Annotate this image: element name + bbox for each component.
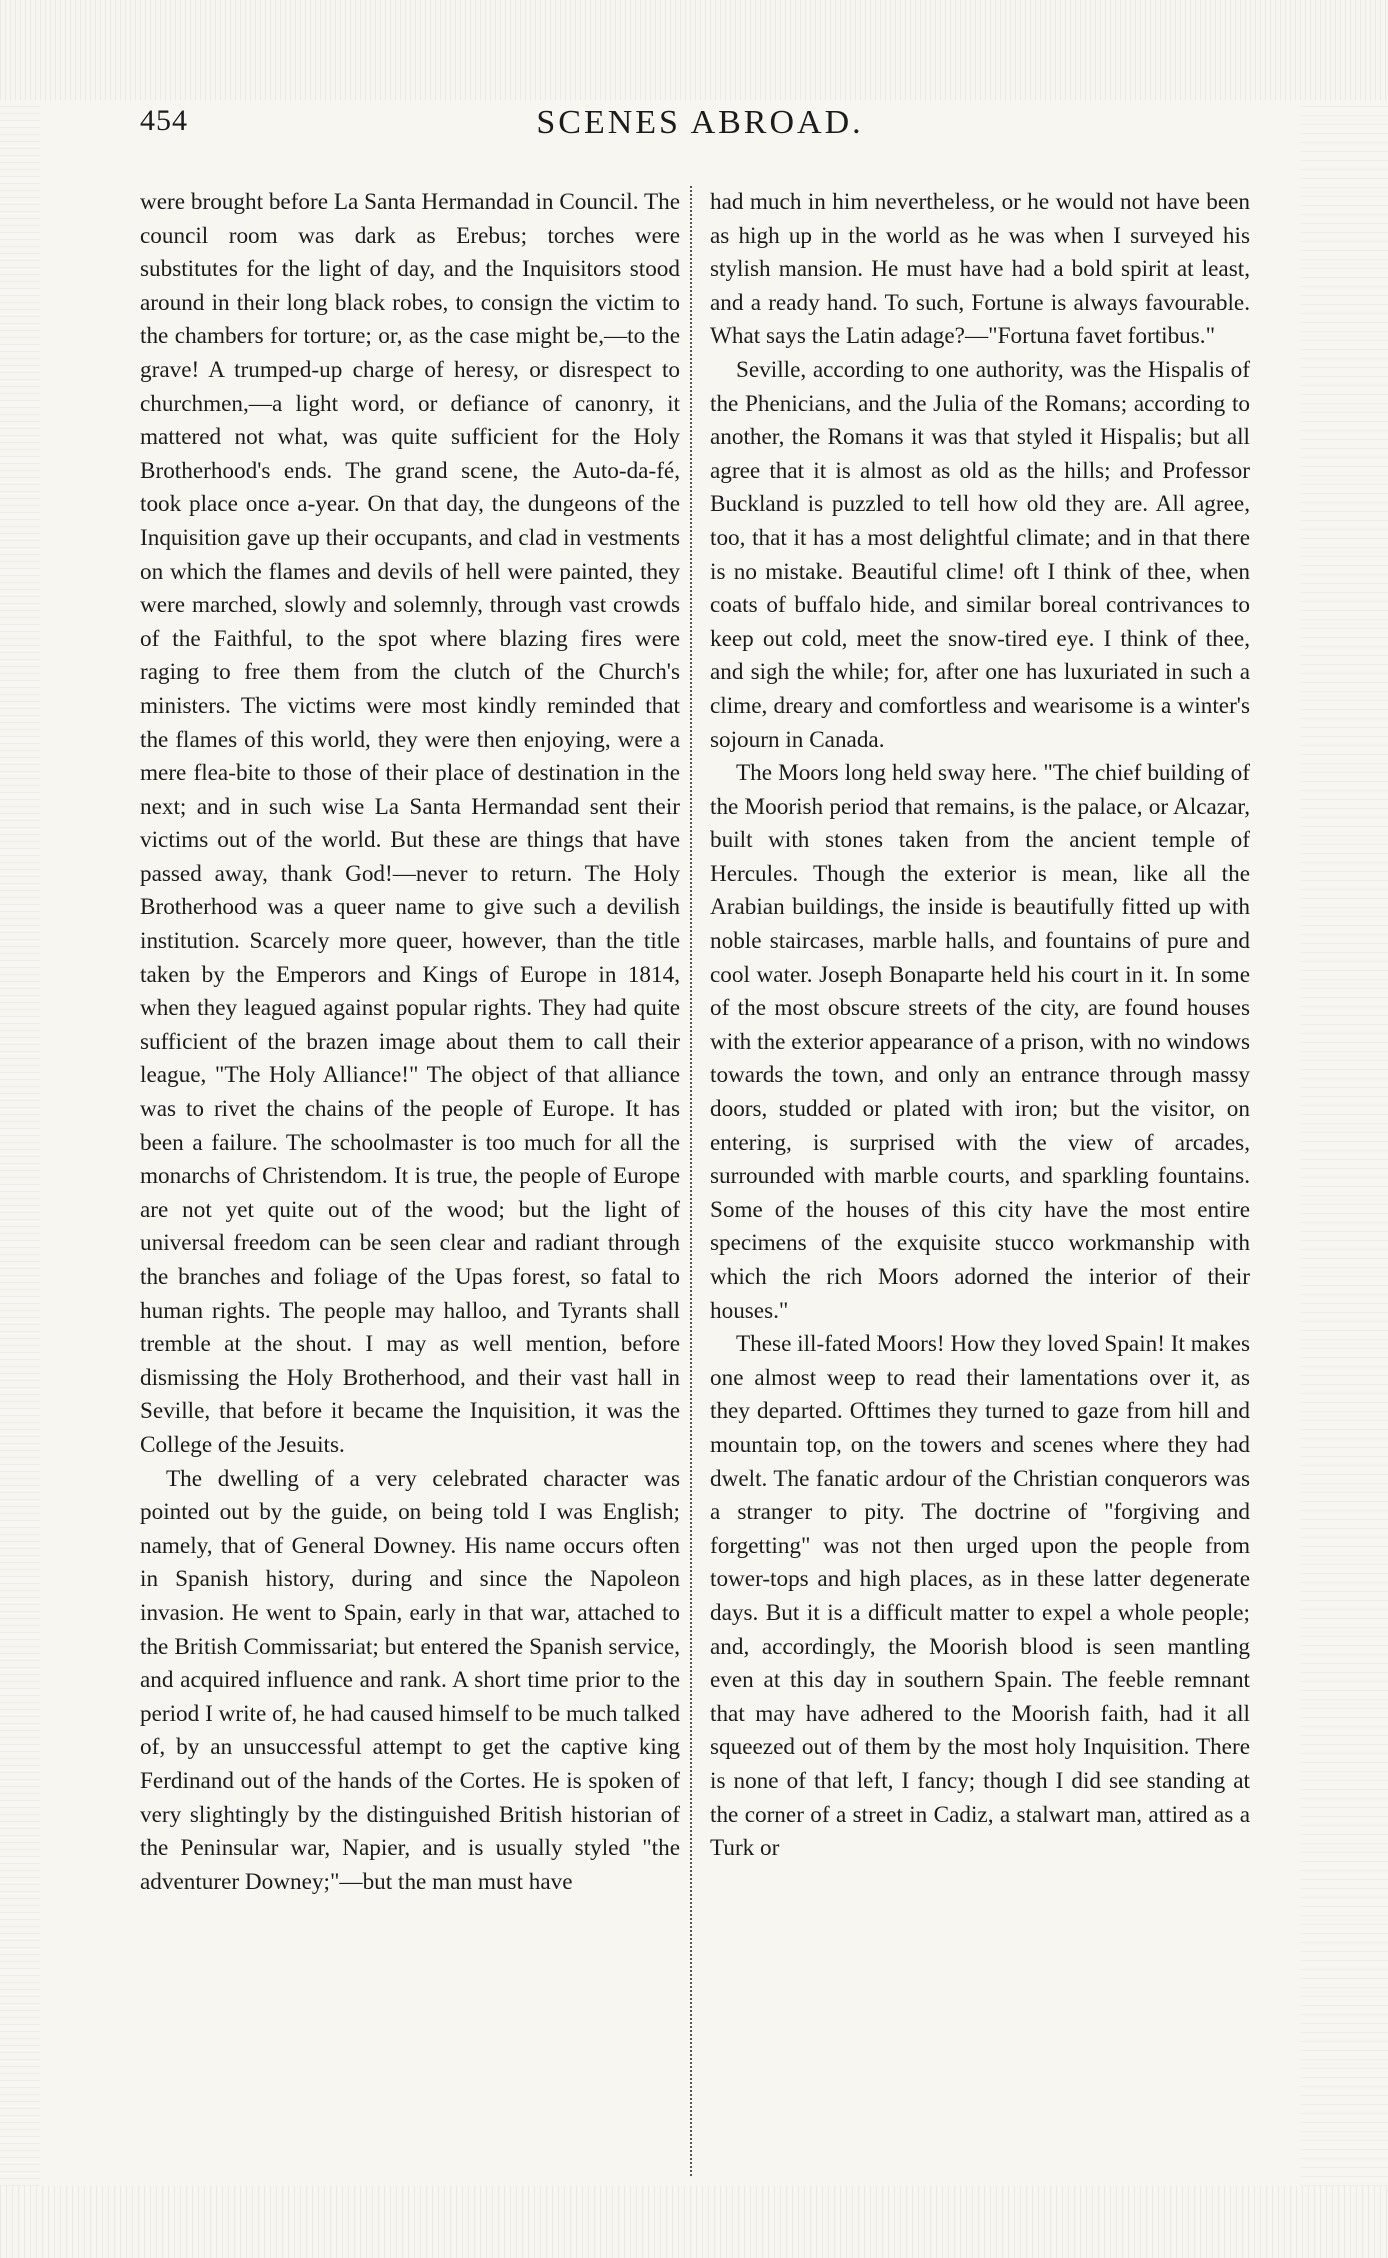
right-column <box>710 186 1250 2176</box>
scan-noise-left <box>0 100 40 2186</box>
scan-noise-top <box>0 0 1388 100</box>
scan-noise-bottom <box>0 2186 1388 2258</box>
paragraph: had much in him nevertheless, or he would not have been as high up in the world as he was when I surveyed his stylish mansion. He must have had a bold spirit at least, and a ready hand. To such, Fortune is always favourable. What says the Latin adage?—"Fortuna favet fortibus." <box>710 189 1250 350</box>
paragraph: Seville, according to one authority, was the Hispalis of the Phenicians, and the Julia of the Romans; according to another, the Romans it was that styled it Hispalis; but all agree that it is almost as old as the hills; and Professor Buckland is puzzled to tell how old they are. All agree, too, that it has a most delightful climate; and in that there is no mistake. Beautiful clime! oft I think of thee, when coats of buffalo hide, and similar boreal contrivances to keep out cold, meet the snow-tired eye. I think of thee, and sigh the while; for, after one has luxuriated in such a clime, dreary and comfortless and wearisome is a winter's sojourn in Canada. <box>710 356 1250 753</box>
column-divider <box>690 186 692 2176</box>
page-number: 454 <box>140 104 188 137</box>
paragraph: These ill-fated Moors! How they loved Spain! It makes one almost weep to read their lamentations over it, as they departed. Ofttimes they turned to gaze from hill and mountain top, on the towers and scenes where they had dwelt. The fanatic ardour of the Christian conquerors was a stranger to pity. The doctrine of "forgiving and forgetting" was not then urged upon the people from tower-tops and high places, as in these latter degenerate days. But it is a difficult matter to expel a whole people; and, accordingly, the Moorish blood is seen mantling even at this day in southern Spain. The feeble remnant that may have adhered to the Moorish faith, had it all squeezed out of them by the most holy Inquisition. There is none of that left, I fancy; though I did see standing at the corner of a street in Cadiz, a stalwart man, attired as a Turk or <box>710 1331 1250 1862</box>
page-header <box>140 104 1260 152</box>
left-column <box>140 186 680 2176</box>
scan-noise-right <box>1300 100 1388 2186</box>
running-title: SCENES ABROAD. <box>536 104 864 141</box>
paragraph: The Moors long held sway here. "The chief building of the Moorish period that remains, is the palace, or Alcazar, built with stones taken from the ancient temple of Hercules. Though the exterior is mean, like all the Arabian buildings, the inside is beautifully fitted up with noble staircases, marble halls, and fountains of pure and cool water. Joseph Bonaparte held his court in it. In some of the most obscure streets of the city, are found houses with the exterior appearance of a prison, with no windows towards the town, and only an entrance through massy doors, studded or plated with iron; but the visitor, on entering, is surprised with the view of arcades, surrounded with marble courts, and sparkling fountains. Some of the houses of this city have the most entire specimens of the exquisite stucco workmanship with which the rich Moors adorned the interior of their houses." <box>710 760 1250 1324</box>
paragraph: were brought before La Santa Hermandad in Council. The council room was dark as Erebus; torches were substitutes for the light of day, and the Inquisitors stood around in their long black robes, to consign the victim to the chambers for torture; or, as the case might be,—to the grave! A trumped-up charge of heresy, or disrespect to churchmen,—a light word, or defiance of canonry, it mattered not what, was quite sufficient for the Holy Brotherhood's ends. The grand scene, the Auto-da-fé, took place once a-year. On that day, the dungeons of the Inquisition gave up their occupants, and clad in vestments on which the flames and devils of hell were painted, they were marched, slowly and solemnly, through vast crowds of the Faithful, to the spot where blazing fires were raging to free them from the clutch of the Church's ministers. The victims were most kindly reminded that the flames of this world, they were then enjoying, were a mere flea-bite to those of their place of destination in the next; and in such wise La Santa Hermandad sent their victims out of the world. But these are things that have passed away, thank God!—never to return. The Holy Brotherhood was a queer name to give such a devilish institution. Scarcely more queer, however, than the title taken by the Emperors and Kings of Europe in 1814, when they leagued against popular rights. They had quite sufficient of the brazen image about them to call their league, "The Holy Alliance!" The object of that alliance was to rivet the chains of the people of Europe. It has been a failure. The schoolmaster is too much for all the monarchs of Christendom. It is true, the people of Europe are not yet quite out of the wood; but the light of universal freedom can be seen clear and radiant through the branches and foliage of the Upas forest, so fatal to human rights. The people may halloo, and Tyrants shall tremble at the shout. I may as well mention, before dismissing the Holy Brotherhood, and their vast hall in Seville, that before it became the Inquisition, it was the College of the Jesuits. <box>140 189 680 1458</box>
paragraph: The dwelling of a very celebrated character was pointed out by the guide, on being told I was English; namely, that of General Downey. His name occurs often in Spanish history, during and since the Napoleon invasion. He went to Spain, early in that war, attached to the British Commissariat; but entered the Spanish service, and acquired influence and rank. A short time prior to the period I write of, he had caused himself to be much talked of, by an unsuccessful attempt to get the captive king Ferdinand out of the hands of the Cortes. He is spoken of very slightingly by the distinguished British historian of the Peninsular war, Napier, and is usually styled "the adventurer Downey;"—but the man must have <box>140 1465 680 1895</box>
